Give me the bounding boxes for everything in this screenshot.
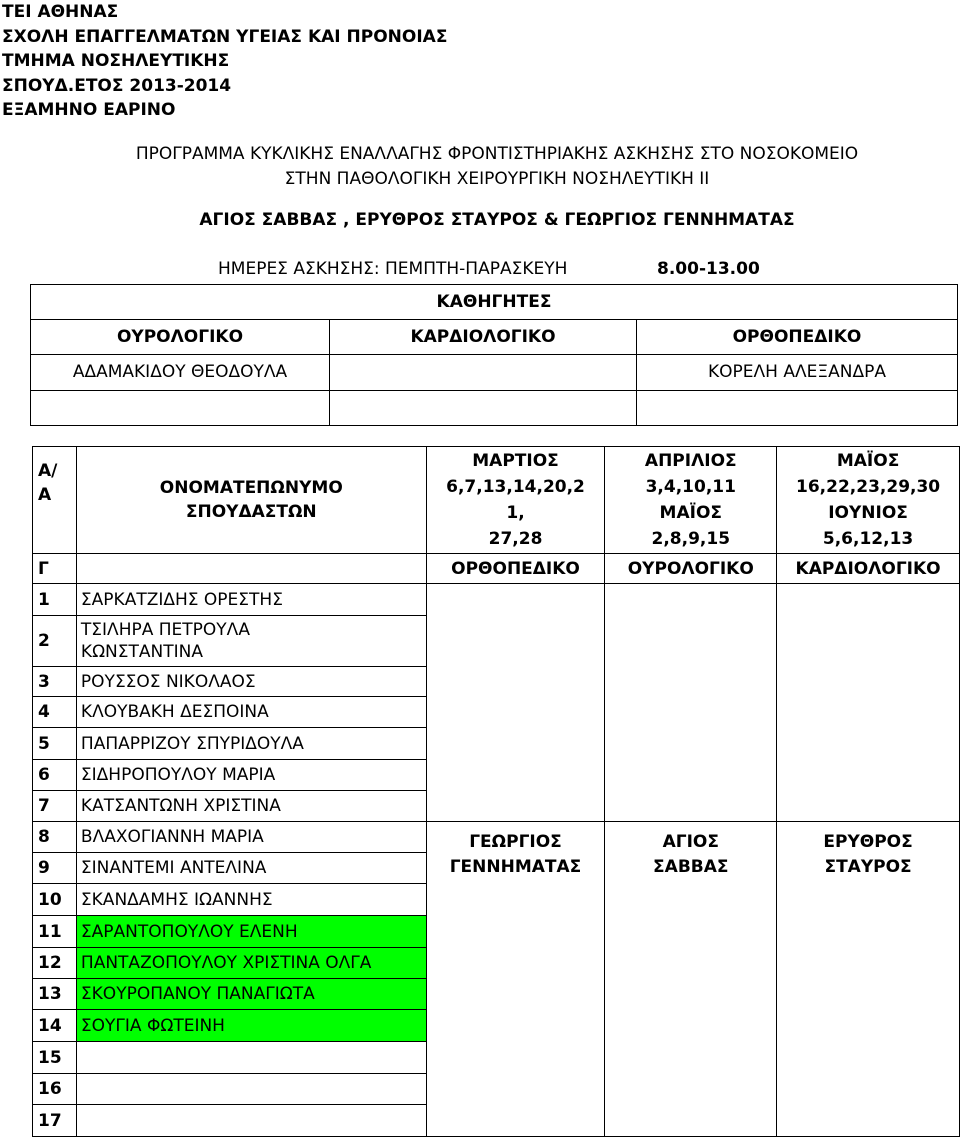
student-number: 15 [33,1042,77,1074]
period-3-days-2: 5,6,12,13 [822,529,914,549]
student-number: 16 [33,1074,77,1105]
header-block [2,0,447,123]
hospital-name-2: ΣΤΑΥΡΟΣ [824,857,912,877]
student-number: 13 [33,979,77,1010]
period-2-days-2: 2,8,9,15 [651,529,731,549]
prof-dept-cardiology: ΚΑΡΔΙΟΛΟΓΙΚΟ [410,327,556,347]
student-number: 2 [33,616,77,667]
period-1-month: ΜΑΡΤΙΟΣ [472,451,559,471]
professors-heading-row [30,284,958,320]
student-number: 12 [33,948,77,979]
student-name: ΠΑΝΤΑΖΟΠΟΥΛΟΥ ΧΡΙΣΤΙΝΑ ΟΛΓΑ [76,948,426,979]
student-number: 11 [33,916,77,948]
hospital-cell [426,822,605,1137]
table-row [33,822,960,853]
hospital-name-1: ΕΡΥΘΡΟΣ [823,832,913,852]
hospital-name-2: ΣΑΒΒΑΣ [653,857,729,877]
academic-year: ΣΠΟΥΔ.ΕΤΟΣ 2013-2014 [2,75,232,96]
student-name [76,1105,426,1137]
institution: ΤΕΙ ΑΘΗΝΑΣ [2,2,119,22]
student-name: ΣΑΡΑΝΤΟΠΟΥΛΟΥ ΕΛΕΝΗ [76,916,426,948]
student-name: ΣΚΟΥΡΟΠΑΝΟΥ ΠΑΝΑΓΙΩΤΑ [76,979,426,1010]
period-1-days: 6,7,13,14,20,2 [446,477,585,497]
department-row [33,554,960,584]
hospital-name-1: ΓΕΩΡΓΙΟΣ [469,832,562,852]
empty-cell [777,584,960,822]
name-header-1: ΟΝΟΜΑΤΕΠΩΝΥΜΟ [159,478,343,498]
student-number: 6 [33,760,77,791]
prof-dept-orthopedic: ΟΡΘΟΠΕΔΙΚΟ [732,327,862,347]
empty-cell [605,584,777,822]
student-name: ΣΑΡΚΑΤΖΙΔΗΣ ΟΡΕΣΤΗΣ [76,584,426,616]
prof-name-urology: ΑΔΑΜΑΚΙΔΟΥ ΘΕΟΔΟΥΛΑ [72,362,288,382]
name-header [76,447,426,554]
days-label: ΗΜΕΡΕΣ ΑΣΚΗΣΗΣ: ΠΕΜΠΤΗ-ΠΑΡΑΣΚΕΥΗ [218,259,568,279]
period-2-department: ΟΥΡΟΛΟΓΙΚΟ [605,554,777,584]
period-3-days: 16,22,23,29,30 [796,477,941,497]
student-name: ΒΛΑΧΟΓΙΑΝΝΗ ΜΑΡΙΑ [76,822,426,853]
student-number: 1 [33,584,77,616]
semester: ΕΞΑΜΗΝΟ ΕΑΡΙΝΟ [2,100,176,120]
student-number: 10 [33,884,77,916]
student-name: ΚΛΟΥΒΑΚΗ ΔΕΣΠΟΙΝΑ [76,697,426,728]
period-2-month-2: ΜΑΪΟΣ [659,503,723,523]
student-name-line-2: ΚΩΝΣΤΑΝΤΙΝΑ [80,642,203,662]
aa-header [33,447,77,554]
period-2-month: ΑΠΡΙΛΙΟΣ [644,451,737,471]
hours: 8.00-13.00 [657,259,760,279]
hospital-cell [777,822,960,1137]
title-line-1: ΠΡΟΓΡΑΜΜΑ ΚΥΚΛΙΚΗΣ ΕΝΑΛΛΑΓΗΣ ΦΡΟΝΤΙΣΤΗΡΙΑΚΗΣ ΑΣΚΗΣΗΣ ΣΤΟ ΝΟΣΟΚΟΜΕΙΟ [135,144,859,164]
professors-heading: ΚΑΘΗΓΗΤΕΣ [436,292,552,312]
student-number: 8 [33,822,77,853]
student-name: ΡΟΥΣΣΟΣ ΝΙΚΟΛΑΟΣ [76,667,426,697]
prof-name-orthopedic: ΚΟΡΕΛΗ ΑΛΕΞΑΝΔΡΑ [708,362,886,382]
period-header [605,447,777,554]
table-header-row [33,447,960,554]
prof-empty-cell [30,390,330,426]
aa-label-1: Α/ [38,461,58,481]
period-1-days-cont: 1, [506,503,525,523]
student-number: 7 [33,791,77,822]
table-row [33,584,960,616]
prof-dept-cell [30,319,330,355]
period-2-days: 3,4,10,11 [645,477,736,497]
aa-label-2: Α [38,485,52,505]
student-name: ΣΟΥΓΙΑ ΦΩΤΕΙΝΗ [76,1010,426,1042]
student-name: ΣΚΑΝΔΑΜΗΣ ΙΩΑΝΝΗΣ [76,884,426,916]
prof-name-cell [329,354,637,391]
period-header [426,447,605,554]
school: ΣΧΟΛΗ ΕΠΑΓΓΕΛΜΑΤΩΝ ΥΓΕΙΑΣ ΚΑΙ ΠΡΟΝΟΙΑΣ [2,26,448,47]
period-1-days-end: 27,28 [488,529,543,549]
student-rows [33,584,960,1137]
prof-empty-cell [636,390,958,426]
period-1-department: ΟΡΘΟΠΕΔΙΚΟ [426,554,605,584]
student-name: ΣΙΔΗΡΟΠΟΥΛΟΥ ΜΑΡΙΑ [76,760,426,791]
aa-label-3: Γ [33,554,77,584]
prof-name-cell [30,354,330,391]
student-name: ΚΑΤΣΑΝΤΩΝΗ ΧΡΙΣΤΙΝΑ [76,791,426,822]
student-number: 4 [33,697,77,728]
student-name [76,1042,426,1074]
student-number: 14 [33,1010,77,1042]
name-header-2: ΣΠΟΥΔΑΣΤΩΝ [185,502,317,522]
prof-dept-cell [329,319,637,355]
hospital-name-1: ΑΓΙΟΣ [662,832,719,852]
student-name [76,1074,426,1105]
hospitals-title: ΑΓΙΟΣ ΣΑΒΒΑΣ , ΕΡΥΘΡΟΣ ΣΤΑΥΡΟΣ & ΓΕΩΡΓΙΟΣ ΓΕΝΝΗΜΑΤΑΣ [199,210,795,230]
student-name: ΣΙΝΑΝΤΕΜΙ ΑΝΤΕΛΙΝΑ [76,853,426,884]
hospital-cell [605,822,777,1137]
prof-dept-urology: ΟΥΡΟΛΟΓΙΚΟ [116,327,244,347]
student-number: 9 [33,853,77,884]
period-3-month-2: ΙΟΥΝΙΟΣ [828,503,908,523]
student-number: 3 [33,667,77,697]
student-name [76,616,426,667]
schedule-table [32,446,960,1137]
student-number: 5 [33,728,77,760]
department: ΤΜΗΜΑ ΝΟΣΗΛΕΥΤΙΚΗΣ [2,51,230,71]
prof-empty-cell [329,390,637,426]
prof-name-cell [636,354,958,391]
title-block [0,142,960,192]
period-header [777,447,960,554]
empty-cell [76,554,426,584]
student-name-line-1: ΤΣΙΛΗΡΑ ΠΕΤΡΟΥΛΑ [80,620,250,640]
period-3-month: ΜΑΪΟΣ [836,451,900,471]
prof-dept-cell [636,319,958,355]
student-name: ΠΑΠΑΡΡΙΖΟΥ ΣΠΥΡΙΔΟΥΛΑ [76,728,426,760]
title-line-2: ΣΤΗΝ ΠΑΘΟΛΟΓΙΚΗ ΧΕΙΡΟΥΡΓΙΚΗ ΝΟΣΗΛΕΥΤΙΚΗ ΙΙ [284,169,710,189]
period-3-department: ΚΑΡΔΙΟΛΟΓΙΚΟ [777,554,960,584]
student-number: 17 [33,1105,77,1137]
empty-cell [426,584,605,822]
hospital-name-2: ΓΕΝΝΗΜΑΤΑΣ [449,857,582,877]
